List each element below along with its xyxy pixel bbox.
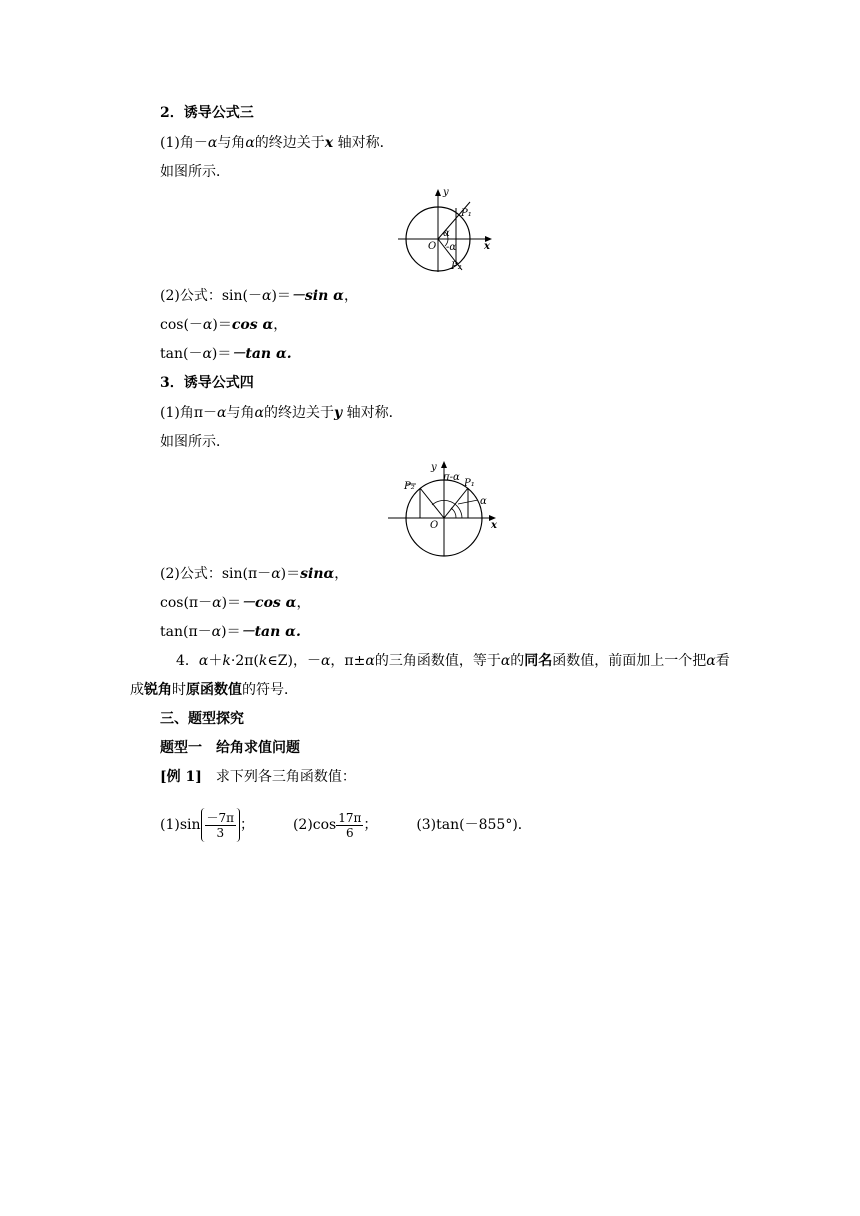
formula-cos-pi-minus: cos(π－α)＝－cos α， [160, 595, 311, 611]
question-2: (2)cos $\frac{17\pi}{6}$ ； [292, 810, 378, 840]
section-3-statement: (1)角π－α与角α的终边关于y 轴对称． [160, 405, 403, 421]
formula-tan-pi-minus: tan(π－α)＝－tan α. [160, 624, 301, 640]
section-2-heading: 2．诱导公式三 [160, 105, 254, 121]
formula-sin-neg: (2)公式：sin(－α)＝－sin α， [160, 288, 358, 304]
question-1: (1)sin $\frac{-7\pi}{3}$ ； [160, 817, 259, 833]
formula-sin-pi-minus: (2)公式：sin(π－α)＝sinα， [160, 566, 349, 582]
fig1-label-p2: P₂ [451, 261, 462, 272]
fig2-label-y: y [431, 462, 437, 473]
fig1-label-neg-alpha: -α [446, 242, 457, 253]
fig2-label-alpha: α [480, 496, 487, 507]
fig1-label-y: y [443, 187, 449, 198]
fig1-label-x: x [484, 241, 490, 252]
type-1-heading: 题型一 给角求值问题 [160, 740, 300, 756]
part-3-heading: 三、题型探究 [160, 711, 244, 727]
example-1-questions [160, 808, 532, 842]
fig1-label-p1: P₁ [461, 208, 472, 219]
formula-tan-neg: tan(－α)＝－tan α. [160, 346, 292, 362]
section-2-statement: (1)角－α与角α的终边关于x 轴对称． [160, 135, 394, 151]
fig2-label-p1: P₁ [464, 478, 475, 489]
question-3: (3)tan(－855°)． [416, 817, 532, 833]
fig1-label-alpha: α [443, 228, 450, 239]
formula-cos-neg: cos(－α)＝cos α， [160, 317, 288, 333]
section-4-line-2: 成锐角时原函数值的符号． [130, 682, 298, 698]
fig2-label-origin: O [430, 520, 439, 531]
section-2-figure-caption: 如图所示． [160, 164, 230, 180]
unit-circle-figure-y-symmetry [386, 456, 500, 558]
fig2-label-x: x [491, 520, 497, 531]
example-1: [例 1] 求下列各三角函数值： [160, 769, 356, 785]
unit-circle-figure-x-symmetry [396, 186, 500, 274]
fig1-label-origin: O [428, 241, 437, 252]
example-label: [例 1] [160, 769, 202, 785]
section-3-heading: 3．诱导公式四 [160, 375, 254, 391]
section-3-figure-caption: 如图所示． [160, 434, 230, 450]
section-4-line-1: 4．α＋k·2π(k∈Z)，－α，π±α的三角函数值，等于α的同名函数值，前面加上一个把α看 [176, 653, 730, 669]
fig2-label-p2: P₂ [404, 481, 415, 492]
fig2-label-pi-minus-alpha: π-α [443, 472, 460, 483]
